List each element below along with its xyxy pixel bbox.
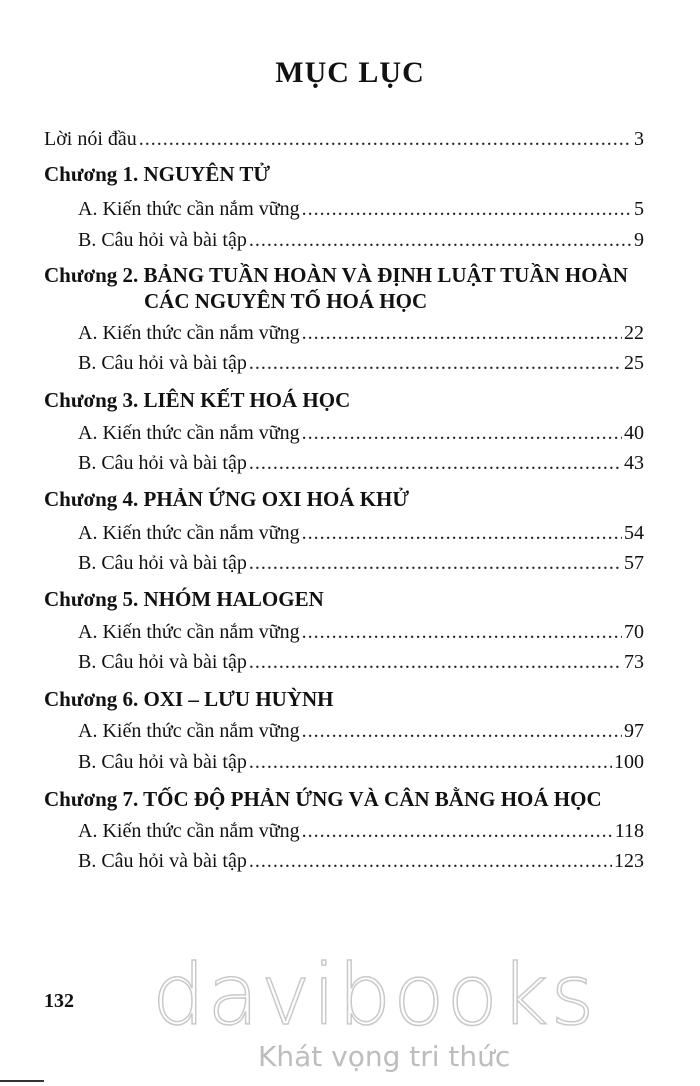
toc-entry[interactable] <box>78 620 644 644</box>
toc-entry[interactable] <box>78 451 644 475</box>
dot-leader <box>249 650 622 674</box>
dot-leader <box>302 620 622 644</box>
toc-entry-label: B. Câu hỏi và bài tập <box>78 850 247 872</box>
chapter-heading-5[interactable]: Chương 5. NHÓM HALOGEN <box>44 587 324 611</box>
dot-leader <box>302 719 622 743</box>
dot-leader <box>249 228 632 252</box>
page-number: 132 <box>44 990 74 1012</box>
toc-entry-label: A. Kiến thức cần nắm vững <box>78 322 300 344</box>
toc-entry[interactable] <box>78 421 644 445</box>
toc-entry[interactable] <box>78 849 644 873</box>
dot-leader <box>249 451 622 475</box>
toc-entry-label: B. Câu hỏi và bài tập <box>78 352 247 374</box>
toc-entry[interactable] <box>78 719 644 743</box>
toc-entry-label: A. Kiến thức cần nắm vững <box>78 820 300 842</box>
toc-entry-label: A. Kiến thức cần nắm vững <box>78 522 300 544</box>
toc-entry-page: 100 <box>614 751 644 773</box>
chapter-heading-6[interactable]: Chương 6. OXI – LƯU HUỲNH <box>44 687 334 711</box>
watermark-tagline: Khát vọng tri thức <box>258 1040 511 1073</box>
toc-entry-label: Lời nói đầu <box>44 128 137 150</box>
toc-entry-label: B. Câu hỏi và bài tập <box>78 651 247 673</box>
toc-entry-page: 70 <box>624 621 644 643</box>
toc-entry-page: 73 <box>624 651 644 673</box>
dot-leader <box>249 551 622 575</box>
dot-leader <box>249 351 622 375</box>
toc-entry-label: B. Câu hỏi và bài tập <box>78 229 247 251</box>
toc-entry-page: 118 <box>614 820 644 842</box>
chapter-heading-continuation: CÁC NGUYÊN TỐ HOÁ HỌC <box>144 289 428 313</box>
toc-entry[interactable] <box>78 228 644 252</box>
dot-leader <box>139 127 632 151</box>
toc-entry-page: 3 <box>634 128 644 150</box>
toc-entry-label: A. Kiến thức cần nắm vững <box>78 422 300 444</box>
toc-entry-label: B. Câu hỏi và bài tập <box>78 751 247 773</box>
toc-entry[interactable] <box>78 819 644 843</box>
toc-entry-page: 57 <box>624 552 644 574</box>
toc-entry-label: A. Kiến thức cần nắm vững <box>78 198 300 220</box>
dot-leader <box>302 521 622 545</box>
chapter-heading-1[interactable]: Chương 1. NGUYÊN TỬ <box>44 162 271 186</box>
bottom-rule <box>0 1080 44 1082</box>
toc-entry-page: 123 <box>614 850 644 872</box>
dot-leader <box>302 421 622 445</box>
toc-entry-page: 40 <box>624 422 644 444</box>
toc-entry-label: A. Kiến thức cần nắm vững <box>78 621 300 643</box>
toc-entry-page: 43 <box>624 452 644 474</box>
toc-entry[interactable] <box>78 197 644 221</box>
toc-entry-page: 22 <box>624 322 644 344</box>
toc-entry-page: 5 <box>634 198 644 220</box>
toc-entry[interactable] <box>78 321 644 345</box>
toc-entry[interactable] <box>78 750 644 774</box>
toc-entry-intro[interactable] <box>44 127 644 151</box>
dot-leader <box>302 819 613 843</box>
toc-entry-label: A. Kiến thức cần nắm vững <box>78 720 300 742</box>
dot-leader <box>249 849 612 873</box>
toc-entry-page: 9 <box>634 229 644 251</box>
toc-entry[interactable] <box>78 551 644 575</box>
toc-entry-page: 25 <box>624 352 644 374</box>
toc-entry-page: 97 <box>624 720 644 742</box>
chapter-heading-4[interactable]: Chương 4. PHẢN ỨNG OXI HOÁ KHỬ <box>44 487 410 511</box>
toc-entry-label: B. Câu hỏi và bài tập <box>78 452 247 474</box>
chapter-heading-3[interactable]: Chương 3. LIÊN KẾT HOÁ HỌC <box>44 388 351 412</box>
dot-leader <box>302 321 622 345</box>
toc-entry[interactable] <box>78 351 644 375</box>
toc-entry-page: 54 <box>624 522 644 544</box>
toc-entry[interactable] <box>78 650 644 674</box>
dot-leader <box>302 197 632 221</box>
chapter-heading-2[interactable]: Chương 2. BẢNG TUẦN HOÀN VÀ ĐỊNH LUẬT TUẦN HOÀN CÁC NGUYÊN TỐ HOÁ HỌC <box>44 263 628 313</box>
watermark-brand: davibooks <box>152 946 597 1044</box>
dot-leader <box>249 750 612 774</box>
toc-entry[interactable] <box>78 521 644 545</box>
toc-title: MỤC LỤC <box>275 56 425 89</box>
toc-entry-label: B. Câu hỏi và bài tập <box>78 552 247 574</box>
chapter-heading-7[interactable]: Chương 7. TỐC ĐỘ PHẢN ỨNG VÀ CÂN BẰNG HOÁ HỌC <box>44 787 602 811</box>
